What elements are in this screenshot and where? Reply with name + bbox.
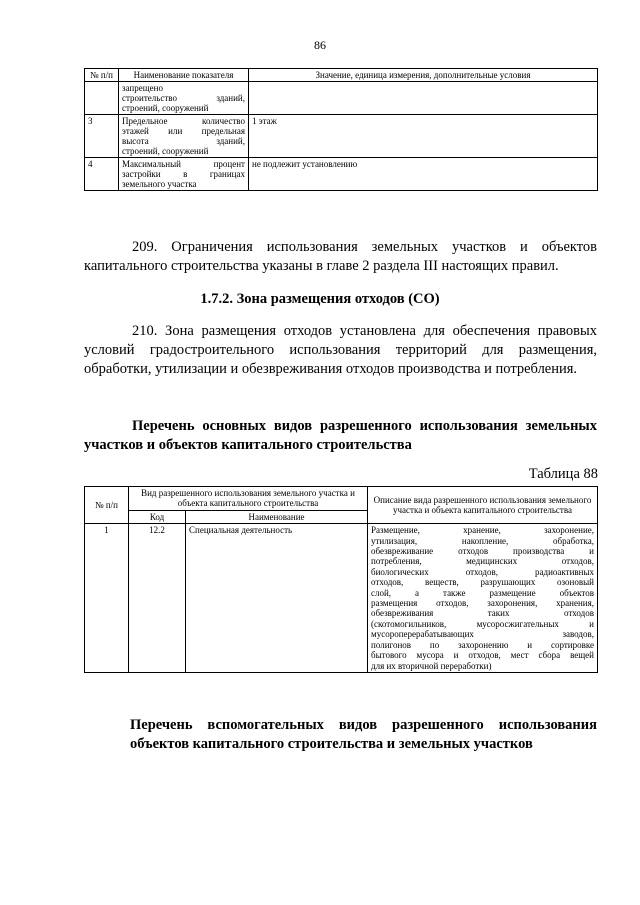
paragraph-210: 210. Зона размещения отходов установлена для обеспечения правовых условий градостроительного использования территорий для размещения, обработки, утилизации и обезвреживания отходов производства и потребления. (84, 323, 597, 377)
row-num-cell (85, 82, 119, 115)
row-num-cell: 1 (85, 524, 129, 673)
row-code-cell: 12.2 (129, 524, 186, 673)
name-line: строительство зданий, (122, 93, 245, 103)
table-row (85, 158, 598, 191)
desc-line: обезвреживание отходов производства и (371, 546, 594, 557)
header-name: Наименование показателя (119, 69, 249, 82)
desc-line: слой, а также размещение объектов (371, 587, 594, 598)
name-line: строений, сооружений (122, 146, 209, 156)
header-name: Наименование (186, 510, 368, 523)
name-line: Предельное количество (122, 116, 245, 126)
row-value-cell: не подлежит установлению (249, 158, 598, 191)
header-value: Значение, единица измерения, дополнительные условия (249, 69, 598, 82)
desc-line: размещения отходов, захоронения, хранения, (371, 598, 594, 609)
indicators-table (84, 68, 598, 191)
row-name-cell: Специальная деятельность (186, 524, 368, 673)
desc-line: биологических отходов, радиоактивных (371, 566, 594, 577)
table-row (85, 524, 598, 673)
desc-line: обезвреживания таких отходов (371, 608, 594, 619)
row-name-cell (119, 115, 249, 158)
header-num: № п/п (85, 69, 119, 82)
header-description: Описание вида разрешенного использования земельного участка и объекта капитального строительства (368, 487, 598, 524)
name-line: земельного участка (122, 179, 197, 189)
section-title: 1.7.2. Зона размещения отходов (СО) (200, 291, 440, 307)
desc-line: (скотомогильников, мусоросжигательных и (371, 618, 594, 629)
row-name-cell (119, 158, 249, 191)
header-num: № п/п (85, 487, 129, 524)
name-line: высота зданий, (122, 136, 245, 146)
permitted-uses-table (84, 486, 598, 673)
row-name-cell (119, 82, 249, 115)
name-line: Максимальный процент (122, 159, 245, 169)
table-row (85, 82, 598, 115)
paragraph-209: 209. Ограничения использования земельных участков и объектов капитального строительства указаны в главе 2 раздела III настоящих правил. (84, 239, 597, 274)
desc-line: утилизация, накопление, обработка, (371, 535, 594, 546)
name-line: застройки в границах (122, 169, 245, 179)
desc-line: отходов, веществ, разрушающих озоновый (371, 577, 594, 588)
desc-line: потребления, медицинских отходов, (371, 556, 594, 567)
row-num-cell: 3 (85, 115, 119, 158)
row-description-cell (368, 524, 598, 673)
auxiliary-uses-heading: Перечень вспомогательных видов разрешенного использования объектов капитального строительства и земельных участков (130, 717, 597, 752)
table-header-row (85, 487, 598, 511)
row-num-cell: 4 (85, 158, 119, 191)
row-value-cell (249, 82, 598, 115)
page-number: 86 (314, 38, 326, 52)
desc-line: мусороперерабатывающих заводов, (371, 629, 594, 640)
main-uses-heading: Перечень основных видов разрешенного использования земельных участков и объектов капитального строительства (84, 418, 597, 453)
name-line: строений, сооружений (122, 103, 209, 113)
table-row (85, 115, 598, 158)
header-code: Код (129, 510, 186, 523)
header-kind: Вид разрешенного использования земельного участка и объекта капитального строительства (129, 487, 368, 511)
table-caption: Таблица 88 (528, 466, 598, 482)
name-line: запрещено (122, 83, 163, 93)
name-line: этажей или предельная (122, 126, 245, 136)
desc-line: для их вторичной переработки) (371, 660, 492, 671)
desc-line: бытового мусора и отходов, мест сбора вещей (371, 650, 594, 661)
desc-line: Размещение, хранение, захоронение, (371, 525, 594, 536)
row-value-cell: 1 этаж (249, 115, 598, 158)
table-header-row (85, 69, 598, 82)
desc-line: полигонов по захоронению и сортировке (371, 639, 594, 650)
